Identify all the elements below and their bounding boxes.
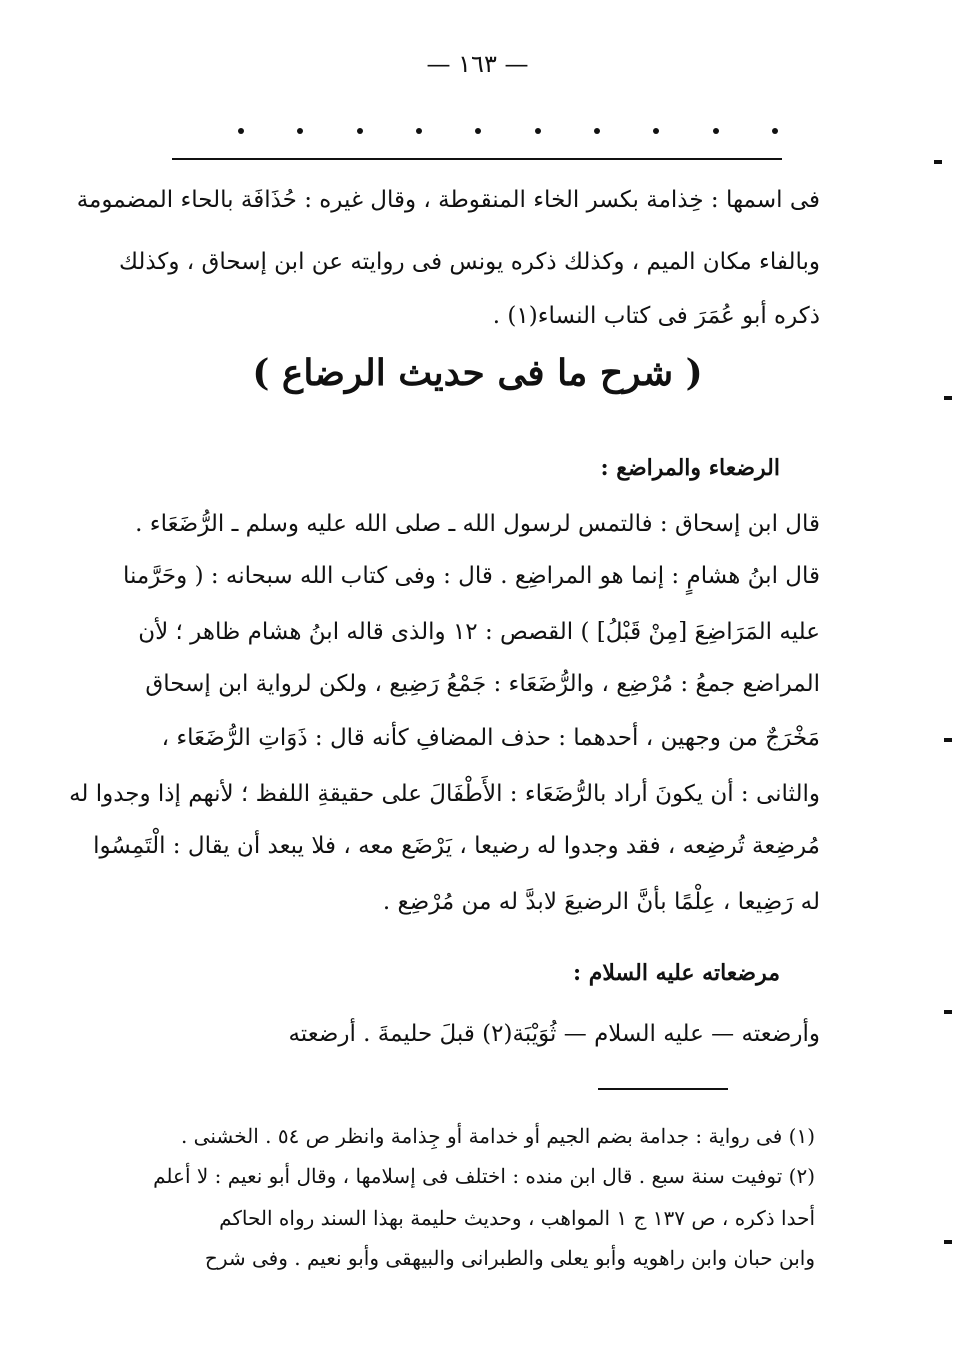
header-rule [172, 158, 782, 160]
subheading-wet-nurses: الرضعاء والمراضع : [600, 455, 780, 481]
body2-line-1: وأرضعته — عليه السلام — ثُوَيْبَة(٢) قبلَ حليمةَ . أرضعته [288, 1021, 820, 1047]
subheading-his-nurses: مرضعاته عليه السلام : [573, 960, 780, 986]
footnote-line-1: (١) فى رواية : جدامة بضم الجيم أو خدامة أو جِذامة وانظر ص ٥٤ . الخشنى . [180, 1124, 815, 1148]
section-title: ( شرح ما فى حديث الرضاع ) [252, 352, 703, 394]
intro-line-1: فى اسمها : خِذامة بكسر الخاء المنقوطة ، وقال غيره : حُذَافَة بالحاء المضمومة [76, 187, 820, 213]
ornament-dot [475, 128, 481, 134]
body-line-3: عليه المَرَاضِعَ [مِنْ قَبْلُ] ) القصص : ١٢ والذى قاله ابنُ هشام ظاهر ؛ لأن [138, 619, 820, 645]
body-line-6: والثانى : أن يكونَ أراد بالرُّضَعَاء : الأَطْفَالَ على حقيقةِ اللفظ ؛ لأنهم إذا وجدوا له [69, 781, 820, 807]
page-number: — ١٦٣ — [426, 50, 529, 78]
body-line-8: له رَضِيعا ، عِلْمًا بأنَّ الرضيعَ لابدَّ له من مُرْضِع . [382, 889, 820, 915]
body-line-4: المراضع جمعُ : مُرْضِع ، والرُّضَعَاء : جَمْعُ رَضِيع ، ولكن لرواية ابن إسحاق [145, 671, 820, 697]
ornament-dot [594, 128, 600, 134]
ornament-dot [238, 128, 244, 134]
margin-mark [934, 160, 942, 164]
body-line-7: مُرضِعة تُرضِعه ، فقد وجدوا له رضيعا ، يَرْضَع معه ، فلا يبعد أن يقال : الْتَمِسُوا [93, 833, 820, 859]
ornament-dot [297, 128, 303, 134]
margin-mark [944, 396, 952, 400]
ornament-dot [772, 128, 778, 134]
margin-mark [944, 1010, 952, 1014]
ornament-dots [238, 128, 778, 134]
ornament-dot [535, 128, 541, 134]
margin-mark [944, 738, 952, 742]
ornament-dot [713, 128, 719, 134]
footnote-line-4: وابن حبان وابن راهويه وأبو يعلى والطبرانى والبيهقى وأبو نعيم . وفى شرح [204, 1246, 815, 1270]
ornament-dot [653, 128, 659, 134]
body-line-5: مَخْرَجٌ من وجهين ، أحدهما : حذف المضافِ كأنه قال : ذَوَاتِ الرُّضَعَاء ، [161, 725, 820, 751]
body-line-2: قال ابنُ هشامٍ : إنما هو المراضِع . قال : وفى كتاب الله سبحانه : ( وحَرَّمنا [122, 563, 820, 589]
intro-line-2: وبالفاء مكان الميم ، وكذلك ذكره يونس فى روايته عن ابن إسحاق ، وكذلك [118, 249, 820, 275]
margin-mark [944, 1240, 952, 1244]
footnote-line-2: (٢) توفيت سنة سبع . قال ابن منده : اختلف فى إسلامها ، وقال أبو نعيم : لا أعلم [153, 1164, 815, 1188]
footnote-line-3: أحدا ذكره ، ص ١٣٧ ج ١ المواهب ، وحديث حليمة بهذا السند رواه الحاكم [219, 1206, 815, 1230]
footnote-rule [598, 1088, 728, 1090]
body-line-1: قال ابن إسحاق : فالتمس لرسول الله ـ صلى الله عليه وسلم ـ الرُّضَعَاء . [135, 511, 820, 537]
intro-line-3: ذكره أبو عُمَرَ فى كتاب النساء(١) . [492, 303, 820, 329]
ornament-dot [416, 128, 422, 134]
ornament-dot [357, 128, 363, 134]
